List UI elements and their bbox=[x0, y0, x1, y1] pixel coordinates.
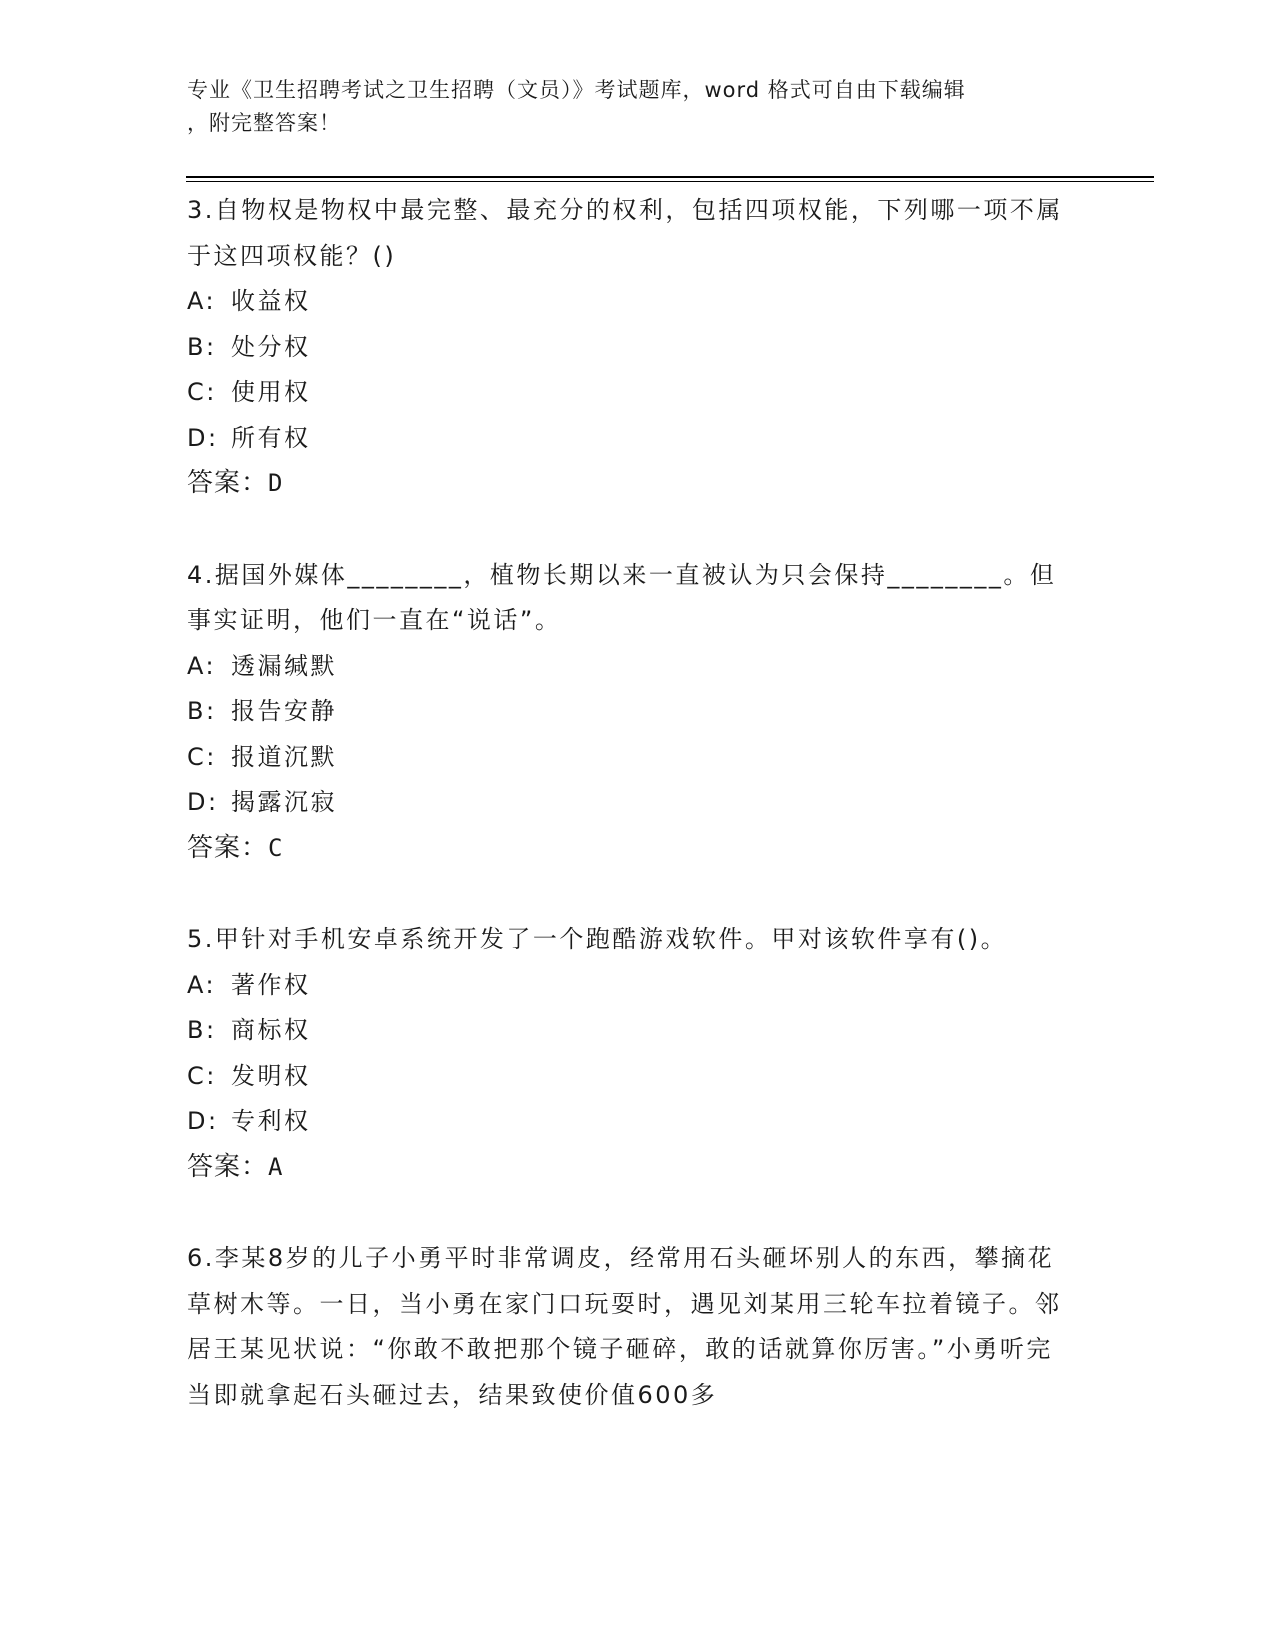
question-stem: 3.自物权是物权中最完整、最充分的权利，包括四项权能，下列哪一项不属于这四项权能？() bbox=[187, 196, 1063, 270]
answer-label: 答案： bbox=[187, 832, 269, 863]
option-text: 发明权 bbox=[231, 1061, 311, 1090]
option-text: 报道沉默 bbox=[231, 742, 337, 771]
header-divider-thin bbox=[186, 181, 1154, 182]
answer-line bbox=[187, 461, 1067, 507]
option-key: B: bbox=[187, 332, 217, 361]
option-text: 透漏缄默 bbox=[231, 651, 337, 680]
answer-value: C bbox=[268, 833, 284, 862]
question-5 bbox=[187, 917, 1067, 1190]
option-key: C: bbox=[187, 742, 217, 771]
question-3 bbox=[187, 188, 1067, 507]
question-stem: 5.甲针对手机安卓系统开发了一个跑酷游戏软件。甲对该软件享有()。 bbox=[187, 925, 1008, 953]
option-b bbox=[187, 325, 1067, 371]
option-text: 收益权 bbox=[231, 287, 311, 315]
option-text: 商标权 bbox=[231, 1016, 311, 1044]
document-header bbox=[187, 74, 1067, 140]
header-line-1: 专业《卫生招聘考试之卫生招聘（文员）》考试题库，word 格式可自由下载编辑 bbox=[187, 78, 966, 102]
option-key: D: bbox=[187, 1107, 219, 1135]
option-key: D: bbox=[187, 788, 219, 816]
question-4 bbox=[187, 553, 1067, 872]
option-d bbox=[187, 780, 1067, 826]
option-key: B: bbox=[187, 1016, 217, 1044]
option-d bbox=[187, 416, 1067, 462]
option-c bbox=[187, 370, 1067, 416]
option-text: 专利权 bbox=[231, 1107, 311, 1135]
option-a bbox=[187, 644, 1067, 690]
option-key: B: bbox=[187, 697, 217, 725]
answer-line bbox=[187, 1145, 1067, 1191]
answer-value: A bbox=[268, 1152, 284, 1181]
option-a bbox=[187, 963, 1067, 1009]
answer-label: 答案： bbox=[187, 468, 269, 498]
header-line-2: ，附完整答案！ bbox=[187, 111, 341, 135]
header-divider-thick bbox=[186, 176, 1154, 178]
option-key: D: bbox=[187, 423, 219, 452]
option-b bbox=[187, 1008, 1067, 1054]
option-d bbox=[187, 1099, 1067, 1145]
question-stem: 4.据国外媒体________，植物长期以来一直被认为只会保持________。但事实证明，他们一直在“说话”。 bbox=[187, 560, 1057, 634]
option-a bbox=[187, 279, 1067, 325]
option-text: 著作权 bbox=[231, 970, 311, 999]
option-key: A: bbox=[187, 970, 217, 999]
option-key: C: bbox=[187, 1061, 217, 1090]
question-6 bbox=[187, 1236, 1067, 1418]
option-text: 处分权 bbox=[231, 332, 311, 361]
option-text: 使用权 bbox=[231, 378, 311, 406]
option-key: A: bbox=[187, 651, 217, 680]
option-text: 揭露沉寂 bbox=[231, 788, 337, 816]
option-text: 报告安静 bbox=[231, 697, 337, 725]
option-c bbox=[187, 735, 1067, 781]
option-c bbox=[187, 1054, 1067, 1100]
option-text: 所有权 bbox=[231, 423, 311, 452]
answer-line bbox=[187, 826, 1067, 872]
option-b bbox=[187, 689, 1067, 735]
answer-label: 答案： bbox=[187, 1151, 269, 1182]
option-key: C: bbox=[187, 378, 217, 406]
question-list bbox=[187, 188, 1067, 1464]
option-key: A: bbox=[187, 287, 217, 315]
question-stem: 6.李某8岁的儿子小勇平时非常调皮，经常用石头砸坏别人的东西，攀摘花草树木等。一日，当小勇在家门口玩耍时，遇见刘某用三轮车拉着镜子。邻居王某见状说：“你敢不敢把那个镜子砸碎，敢的话就算你厉害。”小勇听完当即就拿起石头砸过去，结果致使价值600多 bbox=[187, 1244, 1062, 1409]
answer-value: D bbox=[268, 469, 284, 497]
